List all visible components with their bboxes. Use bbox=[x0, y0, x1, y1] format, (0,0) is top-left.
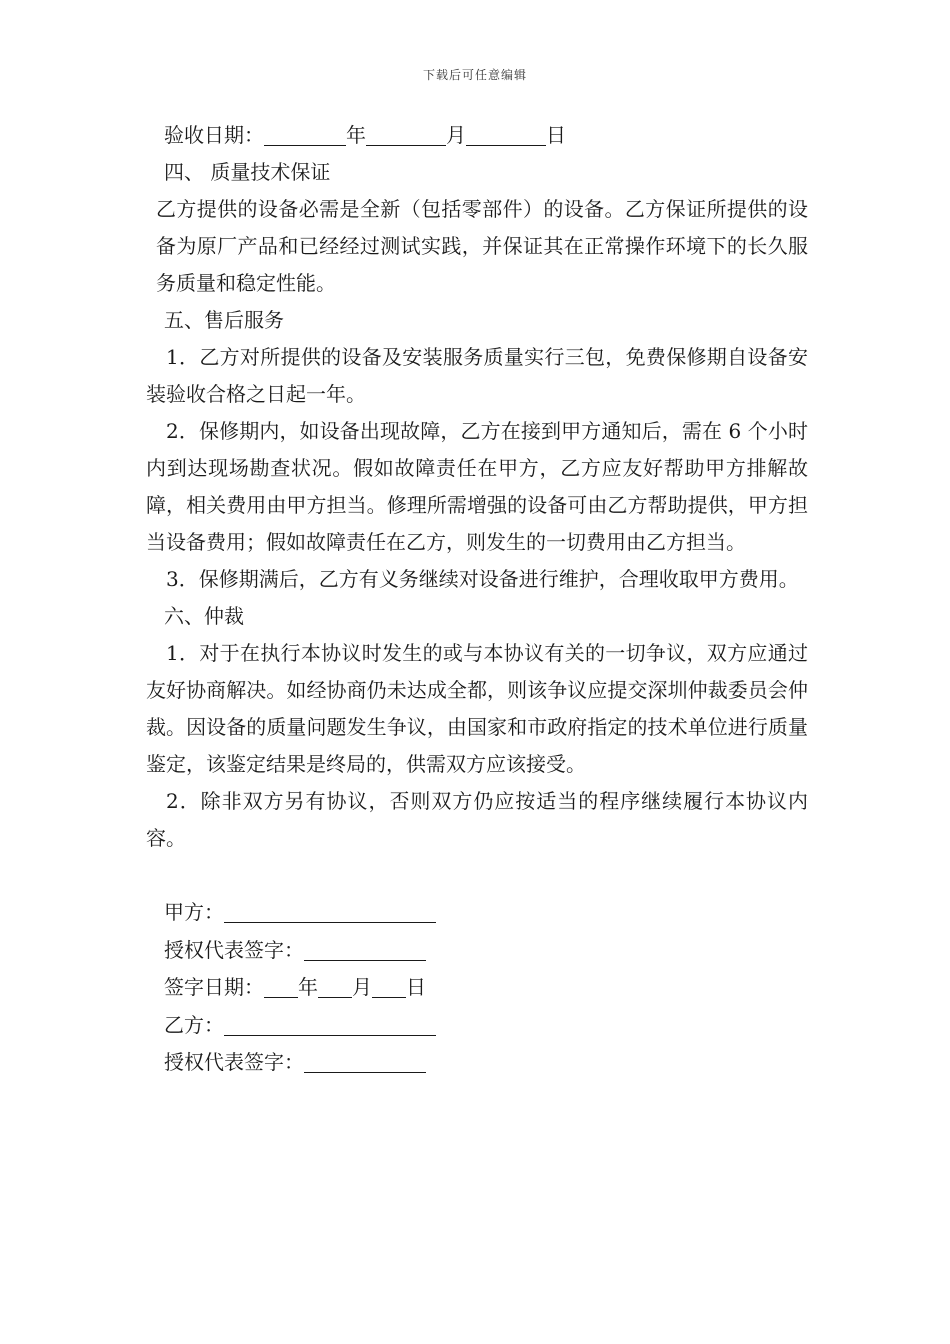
party-a-label: 甲方： bbox=[164, 900, 224, 924]
section-6-title: 六、仲裁 bbox=[164, 604, 244, 628]
sign-year-unit: 年 bbox=[298, 975, 318, 999]
party-b-label: 乙方： bbox=[164, 1012, 224, 1037]
acceptance-date-line bbox=[146, 117, 808, 154]
section-5-item-3: 3．保修期满后，乙方有义务继续对设备进行维护，合理收取甲方费用。 bbox=[166, 567, 799, 591]
rep-b-line bbox=[146, 1044, 808, 1082]
party-b-line bbox=[146, 1007, 808, 1045]
rep-b-blank[interactable] bbox=[304, 1048, 426, 1073]
year-unit: 年 bbox=[346, 123, 366, 147]
contract-body bbox=[146, 117, 808, 1082]
section-6-item-1: 1．对于在执行本协议时发生的或与本协议有关的一切争议，双方应通过友好协商解决。如经协商仍未达成全都，则该争议应提交深圳仲裁委员会仲裁。因设备的质量问题发生争议，由国家和市政府指定的技术单位进行质量鉴定，该鉴定结果是终局的，供需双方应该接受。 bbox=[146, 641, 808, 776]
sign-month-unit: 月 bbox=[352, 975, 372, 999]
section-5-item-2: 2．保修期内，如设备出现故障，乙方在接到甲方通知后，需在 6 个小时内到达现场勘查状况。假如故障责任在甲方，乙方应友好帮助甲方排解故障，相关费用由甲方担当。修理所需增强的设备可由乙方帮助提供，甲方担当设备费用；假如故障责任在乙方，则发生的一切费用由乙方担当。 bbox=[146, 419, 808, 554]
spacer bbox=[146, 857, 808, 894]
month-blank[interactable] bbox=[366, 121, 446, 146]
sign-year-blank[interactable] bbox=[264, 973, 298, 998]
acceptance-date-label: 验收日期： bbox=[164, 123, 264, 147]
sign-day-unit: 日 bbox=[406, 975, 426, 999]
sign-month-blank[interactable] bbox=[318, 973, 352, 998]
section-5-title: 五、售后服务 bbox=[164, 308, 284, 332]
party-a-blank[interactable] bbox=[224, 898, 436, 923]
sign-day-blank[interactable] bbox=[372, 973, 406, 998]
month-unit: 月 bbox=[446, 123, 466, 147]
party-b-blank[interactable] bbox=[224, 1011, 436, 1036]
day-unit: 日 bbox=[546, 123, 566, 147]
day-blank[interactable] bbox=[466, 121, 546, 146]
section-6-item-2: 2．除非双方另有协议，否则双方仍应按适当的程序继续履行本协议内容。 bbox=[146, 789, 808, 850]
sign-date-line bbox=[146, 969, 808, 1007]
rep-b-label: 授权代表签字： bbox=[164, 1050, 304, 1074]
section-4-paragraph: 乙方提供的设备必需是全新（包括零部件）的设备。乙方保证所提供的设备为原厂产品和已经经过测试实践，并保证其在正常操作环境下的长久服务质量和稳定性能。 bbox=[156, 197, 808, 295]
section-4-title: 四、 质量技术保证 bbox=[164, 160, 331, 184]
rep-a-label: 授权代表签字： bbox=[164, 937, 304, 962]
year-blank[interactable] bbox=[264, 121, 346, 146]
rep-a-line bbox=[146, 932, 808, 970]
section-5-item-1: 1．乙方对所提供的设备及安装服务质量实行三包，免费保修期自设备安装验收合格之日起一年。 bbox=[146, 345, 808, 406]
page-header: 下载后可任意编辑 bbox=[422, 68, 527, 82]
sign-date-label: 签字日期： bbox=[164, 975, 264, 999]
rep-a-blank[interactable] bbox=[304, 936, 426, 961]
party-a-line bbox=[146, 894, 808, 932]
